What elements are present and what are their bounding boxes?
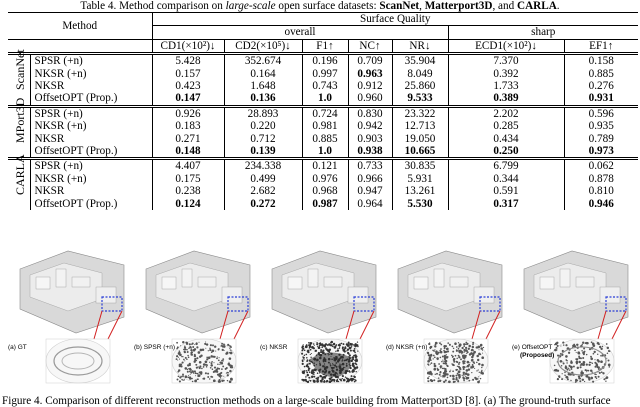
value-cell: 0.272 bbox=[224, 198, 302, 210]
table-row bbox=[8, 159, 638, 173]
table-row bbox=[8, 145, 638, 159]
panel-caption: (c) NKSR bbox=[260, 344, 288, 351]
method-cell: NKSR (+n) bbox=[30, 68, 152, 80]
table-caption-dataset-2: Matterport3D bbox=[424, 0, 493, 12]
dataset-label-cell bbox=[8, 97, 30, 159]
value-cell: 0.147 bbox=[152, 92, 224, 106]
value-cell: 0.250 bbox=[448, 145, 564, 159]
table-caption-prefix: Table 4. Method comparison on bbox=[80, 0, 226, 12]
value-cell: 1.0 bbox=[302, 145, 348, 159]
value-cell: 352.674 bbox=[224, 54, 302, 68]
value-cell: 0.743 bbox=[302, 80, 348, 92]
table-row bbox=[8, 92, 638, 106]
dataset-label: ScanNet bbox=[12, 49, 27, 91]
table-row bbox=[8, 198, 638, 210]
col-header: F1↑ bbox=[302, 39, 348, 53]
value-cell: 2.202 bbox=[448, 106, 564, 120]
value-cell: 0.157 bbox=[152, 68, 224, 80]
method-cell: SPSR (+n) bbox=[30, 54, 152, 68]
panel-caption: (a) GT bbox=[8, 344, 27, 351]
comparison-figure bbox=[0, 247, 640, 395]
panel-caption: (b) SPSR (+n) bbox=[134, 344, 175, 351]
figure-panel bbox=[258, 247, 382, 395]
value-cell: 0.885 bbox=[302, 133, 348, 145]
table-row bbox=[8, 54, 638, 68]
value-cell: 0.423 bbox=[152, 80, 224, 92]
value-cell: 0.596 bbox=[564, 106, 638, 120]
value-cell: 0.931 bbox=[588, 92, 614, 105]
value-cell: 0.942 bbox=[348, 120, 392, 132]
value-cell: 4.407 bbox=[152, 159, 224, 173]
figure-panel bbox=[384, 247, 508, 395]
table-row bbox=[8, 68, 638, 80]
value-cell: 0.963 bbox=[348, 68, 392, 80]
value-cell: 0.344 bbox=[448, 173, 564, 185]
value-cell: 0.903 bbox=[348, 133, 392, 145]
col-header: CD1(×10²)↓ bbox=[152, 39, 224, 53]
method-cell: OffsetOPT (Prop.) bbox=[30, 145, 152, 159]
value-cell: 0.124 bbox=[152, 198, 224, 210]
value-cell: 0.810 bbox=[588, 185, 614, 198]
col-header: NC↑ bbox=[348, 39, 392, 53]
table-row bbox=[8, 185, 638, 197]
table-row bbox=[8, 133, 638, 145]
value-cell: 0.392 bbox=[448, 68, 564, 80]
value-cell: 0.960 bbox=[348, 92, 392, 106]
value-cell: 0.789 bbox=[588, 132, 614, 145]
building-render bbox=[510, 247, 634, 395]
surface-quality-header: Surface Quality bbox=[152, 13, 638, 26]
value-cell: 0.947 bbox=[348, 185, 392, 197]
value-cell: 0.591 bbox=[448, 185, 564, 197]
value-cell: 10.665 bbox=[392, 145, 448, 159]
value-cell: 0.997 bbox=[302, 68, 348, 80]
table-caption-italic: large-scale bbox=[225, 0, 276, 12]
method-cell: NKSR (+n) bbox=[30, 173, 152, 185]
value-cell: 7.370 bbox=[448, 54, 564, 68]
header-spacer bbox=[8, 39, 152, 53]
value-cell: 0.220 bbox=[224, 120, 302, 132]
value-cell: 0.712 bbox=[224, 133, 302, 145]
method-cell: SPSR (+n) bbox=[30, 106, 152, 120]
value-cell: 0.389 bbox=[448, 92, 564, 106]
value-cell: 0.139 bbox=[224, 145, 302, 159]
table-row bbox=[8, 106, 638, 120]
value-cell: 0.964 bbox=[348, 198, 392, 210]
value-cell: 0.238 bbox=[152, 185, 224, 197]
figure-caption: Figure 4. Comparison of different reconstruction methods on a large-scale building from Matterport3D [8]. (a) The ground-truth surface bbox=[2, 395, 611, 407]
col-header: CD2(×10⁵)↓ bbox=[224, 39, 302, 53]
value-cell: 0.175 bbox=[152, 173, 224, 185]
table-caption-dataset-3: CARLA bbox=[517, 0, 557, 12]
value-cell: 0.968 bbox=[302, 185, 348, 197]
value-cell: 0.981 bbox=[302, 120, 348, 132]
value-cell: 0.158 bbox=[564, 54, 638, 68]
value-cell: 0.987 bbox=[302, 198, 348, 210]
value-cell: 28.893 bbox=[224, 106, 302, 120]
method-cell: NKSR (+n) bbox=[30, 120, 152, 132]
value-cell: 0.434 bbox=[448, 133, 564, 145]
value-cell: 0.164 bbox=[224, 68, 302, 80]
building-render bbox=[132, 247, 256, 395]
value-cell: 0.830 bbox=[348, 106, 392, 120]
table-caption-middle: open surface datasets: bbox=[275, 0, 380, 12]
value-cell: 0.885 bbox=[588, 67, 614, 80]
value-cell: 0.183 bbox=[152, 120, 224, 132]
sharp-header: sharp bbox=[448, 26, 638, 39]
value-cell: 2.682 bbox=[224, 185, 302, 197]
value-cell: 12.713 bbox=[392, 120, 448, 132]
table-caption-end: . bbox=[556, 0, 560, 12]
col-header: ECD1(×10²)↓ bbox=[448, 39, 564, 53]
value-cell: 19.050 bbox=[392, 133, 448, 145]
value-cell: 35.904 bbox=[392, 54, 448, 68]
value-cell: 30.835 bbox=[392, 159, 448, 173]
value-cell: 0.121 bbox=[302, 159, 348, 173]
panel-caption: (d) NKSR (+n) bbox=[386, 344, 428, 351]
value-cell: 0.317 bbox=[448, 198, 564, 210]
value-cell: 23.322 bbox=[392, 106, 448, 120]
value-cell: 0.878 bbox=[588, 172, 614, 185]
figure-panel bbox=[132, 247, 256, 395]
value-cell: 0.276 bbox=[588, 80, 614, 93]
value-cell: 5.530 bbox=[392, 198, 448, 210]
method-cell: OffsetOPT (Prop.) bbox=[30, 92, 152, 106]
value-cell: 25.860 bbox=[392, 80, 448, 92]
table-caption bbox=[0, 0, 640, 12]
value-cell: 1.648 bbox=[224, 80, 302, 92]
value-cell: 0.973 bbox=[588, 145, 614, 158]
value-cell: 0.709 bbox=[348, 54, 392, 68]
table-row bbox=[8, 80, 638, 92]
building-render bbox=[384, 247, 508, 395]
value-cell: 1.0 bbox=[302, 92, 348, 106]
method-cell: NKSR bbox=[30, 185, 152, 197]
value-cell: 0.733 bbox=[348, 159, 392, 173]
panel-caption: (e) OffsetOPT bbox=[512, 344, 553, 351]
value-cell: 0.946 bbox=[588, 197, 614, 210]
value-cell: 0.935 bbox=[588, 120, 614, 133]
building-render bbox=[6, 247, 130, 395]
value-cell: 13.261 bbox=[392, 185, 448, 197]
overall-header: overall bbox=[152, 26, 448, 39]
value-cell: 0.062 bbox=[564, 159, 638, 173]
value-cell: 0.724 bbox=[302, 106, 348, 120]
value-cell: 8.049 bbox=[392, 68, 448, 80]
method-header: Method bbox=[8, 13, 152, 40]
value-cell: 5.428 bbox=[152, 54, 224, 68]
building-render bbox=[258, 247, 382, 395]
col-header: NR↓ bbox=[392, 39, 448, 53]
value-cell: 234.338 bbox=[224, 159, 302, 173]
value-cell: 0.976 bbox=[302, 173, 348, 185]
value-cell: 1.733 bbox=[448, 80, 564, 92]
method-cell: NKSR bbox=[30, 133, 152, 145]
method-cell: NKSR bbox=[30, 80, 152, 92]
col-header: EF1↑ bbox=[564, 39, 638, 53]
method-cell: OffsetOPT (Prop.) bbox=[30, 198, 152, 210]
table-caption-dataset-1: ScanNet bbox=[379, 0, 420, 12]
value-cell: 0.148 bbox=[152, 145, 224, 159]
value-cell: 5.931 bbox=[392, 173, 448, 185]
figure-panel bbox=[510, 247, 634, 395]
value-cell: 0.285 bbox=[448, 120, 564, 132]
value-cell: 0.196 bbox=[302, 54, 348, 68]
figure-panel bbox=[6, 247, 130, 395]
dataset-label: MPort3D bbox=[12, 97, 27, 143]
value-cell: 6.799 bbox=[448, 159, 564, 173]
method-cell: SPSR (+n) bbox=[30, 159, 152, 173]
dataset-label: CARLA bbox=[12, 154, 27, 196]
value-cell: 9.533 bbox=[392, 92, 448, 106]
table-row bbox=[8, 173, 638, 185]
value-cell: 0.926 bbox=[152, 106, 224, 120]
results-body bbox=[8, 49, 638, 210]
value-cell: 0.136 bbox=[224, 92, 302, 106]
value-cell: 0.966 bbox=[348, 173, 392, 185]
value-cell: 0.499 bbox=[224, 173, 302, 185]
value-cell: 0.938 bbox=[348, 145, 392, 159]
value-cell: 0.912 bbox=[348, 80, 392, 92]
dataset-label-cell bbox=[8, 154, 30, 210]
table-caption-sep: , bbox=[419, 0, 425, 12]
table-row bbox=[8, 120, 638, 132]
table-caption-sep: , and bbox=[492, 0, 517, 12]
results-table bbox=[8, 12, 638, 210]
panel-subcaption: (Proposed) bbox=[520, 352, 555, 359]
value-cell: 0.271 bbox=[152, 133, 224, 145]
